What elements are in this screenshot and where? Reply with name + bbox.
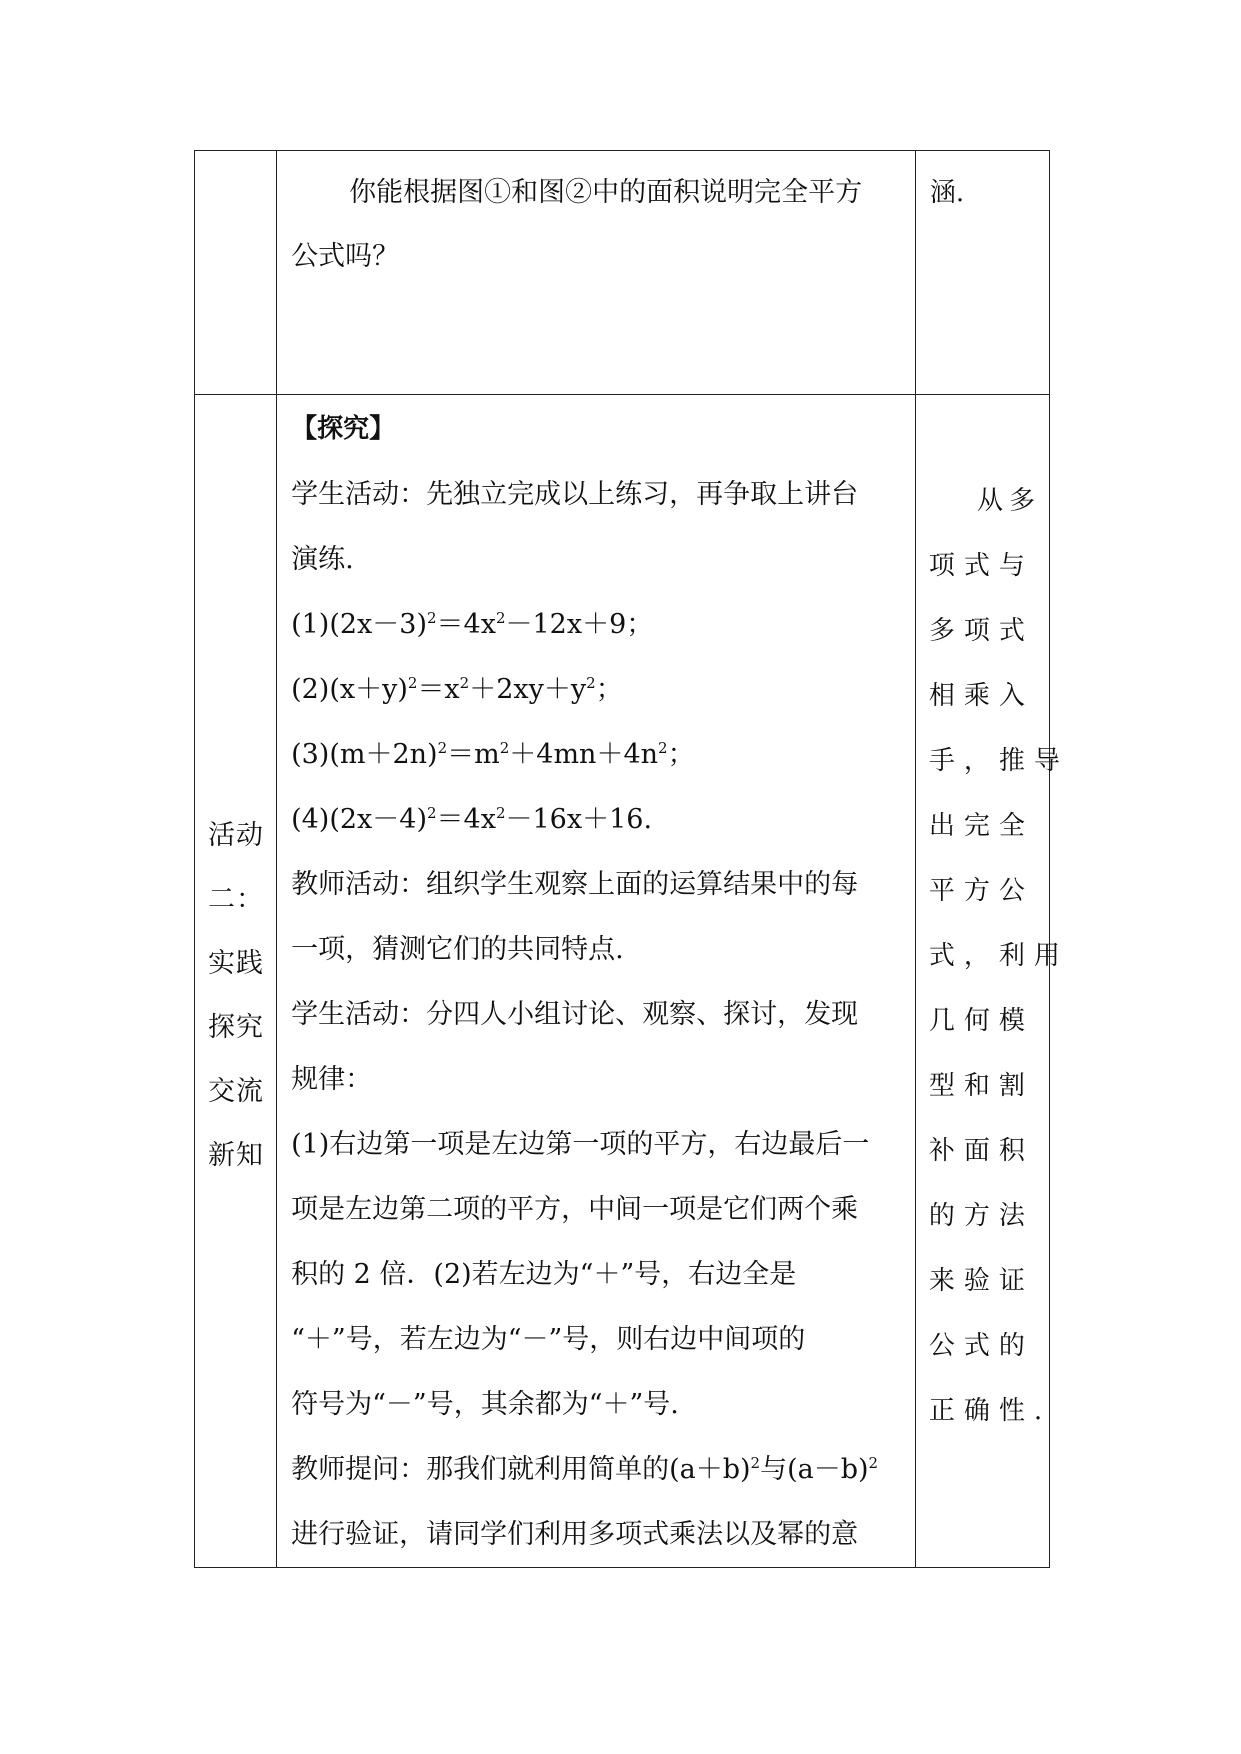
note-line: 几何模 bbox=[928, 1006, 1034, 1036]
label-line: 新知 bbox=[208, 1140, 264, 1171]
equation-3: $(3)(m+2n)^2=m^2+4mn+4n^2$； bbox=[291, 739, 695, 770]
text-line: 学生活动：分四人小组讨论、观察、探讨，发现 bbox=[291, 999, 859, 1030]
equation-1: $(1)(2x-3)^2=4x^2-12x+9$； bbox=[291, 609, 654, 640]
note-line: 出完全 bbox=[928, 811, 1034, 841]
text-line: 规律： bbox=[291, 1064, 373, 1095]
label-line: 交流 bbox=[208, 1076, 264, 1107]
note-line: 相乘入 bbox=[928, 681, 1034, 711]
note-text: 涵. bbox=[929, 178, 965, 208]
table-row bbox=[195, 151, 1050, 395]
question-line: 公式吗？ bbox=[291, 241, 400, 272]
note-line: 从多 bbox=[976, 486, 1041, 516]
note-cell bbox=[915, 395, 1069, 1568]
lesson-plan-table bbox=[194, 150, 1069, 1568]
note-line: 正确性. bbox=[928, 1396, 1052, 1426]
table-row bbox=[195, 395, 1050, 1568]
section-heading: 【探究】 bbox=[291, 414, 396, 444]
note-line: 式，利用 bbox=[928, 941, 1069, 971]
label-line: 探究 bbox=[208, 1012, 264, 1043]
text-line: 演练. bbox=[291, 544, 354, 575]
equation-4: $(4)(2x-4)^2=4x^2-16x+16$. bbox=[291, 804, 653, 835]
note-line: 平方公 bbox=[928, 876, 1034, 906]
activity-label bbox=[195, 774, 276, 1188]
text-line: 符号为“－”号，其余都为“＋”号. bbox=[291, 1389, 679, 1420]
text-line: (1)右边第一项是左边第一项的平方，右边最后一 bbox=[291, 1129, 870, 1160]
note-line: 手，推导 bbox=[928, 746, 1069, 776]
note-line: 来验证 bbox=[928, 1266, 1034, 1296]
label-line: 二： bbox=[208, 884, 264, 915]
note-line: 公式的 bbox=[928, 1331, 1034, 1361]
label-line: 实践 bbox=[208, 948, 264, 979]
note-cell bbox=[915, 151, 1049, 395]
text-line: 教师活动：组织学生观察上面的运算结果中的每 bbox=[291, 869, 859, 900]
activity-label-cell bbox=[195, 395, 277, 1568]
text-line: 积的 2 倍．(2)若左边为“＋”号，右边全是 bbox=[291, 1259, 797, 1290]
text-line: 进行验证，请同学们利用多项式乘法以及幂的意 bbox=[291, 1519, 859, 1550]
label-line: 活动 bbox=[208, 820, 264, 851]
question-line: 你能根据图①和图②中的面积说明完全平方 bbox=[349, 177, 863, 208]
main-content-cell bbox=[277, 395, 916, 1568]
note-line: 型和割 bbox=[928, 1071, 1034, 1101]
label-cell-empty bbox=[195, 151, 277, 395]
note-line: 补面积 bbox=[928, 1136, 1034, 1166]
note-line: 项式与 bbox=[928, 551, 1034, 581]
text-line: 一项，猜测它们的共同特点. bbox=[291, 934, 624, 965]
equation-2: $(2)(x+y)^2=x^2+2xy+y^2$； bbox=[291, 674, 623, 705]
note-line: 多项式 bbox=[928, 616, 1034, 646]
note-line: 的方法 bbox=[928, 1201, 1034, 1231]
text-line: “＋”号，若左边为“－”号，则右边中间项的 bbox=[291, 1324, 806, 1355]
main-content-cell bbox=[277, 151, 916, 395]
text-line: 教师提问：那我们就利用简单的$(a+b)^2$与$(a-b)^2$ bbox=[291, 1454, 879, 1485]
text-line: 项是左边第二项的平方，中间一项是它们两个乘 bbox=[291, 1194, 859, 1225]
text-line: 学生活动：先独立完成以上练习，再争取上讲台 bbox=[291, 479, 859, 510]
